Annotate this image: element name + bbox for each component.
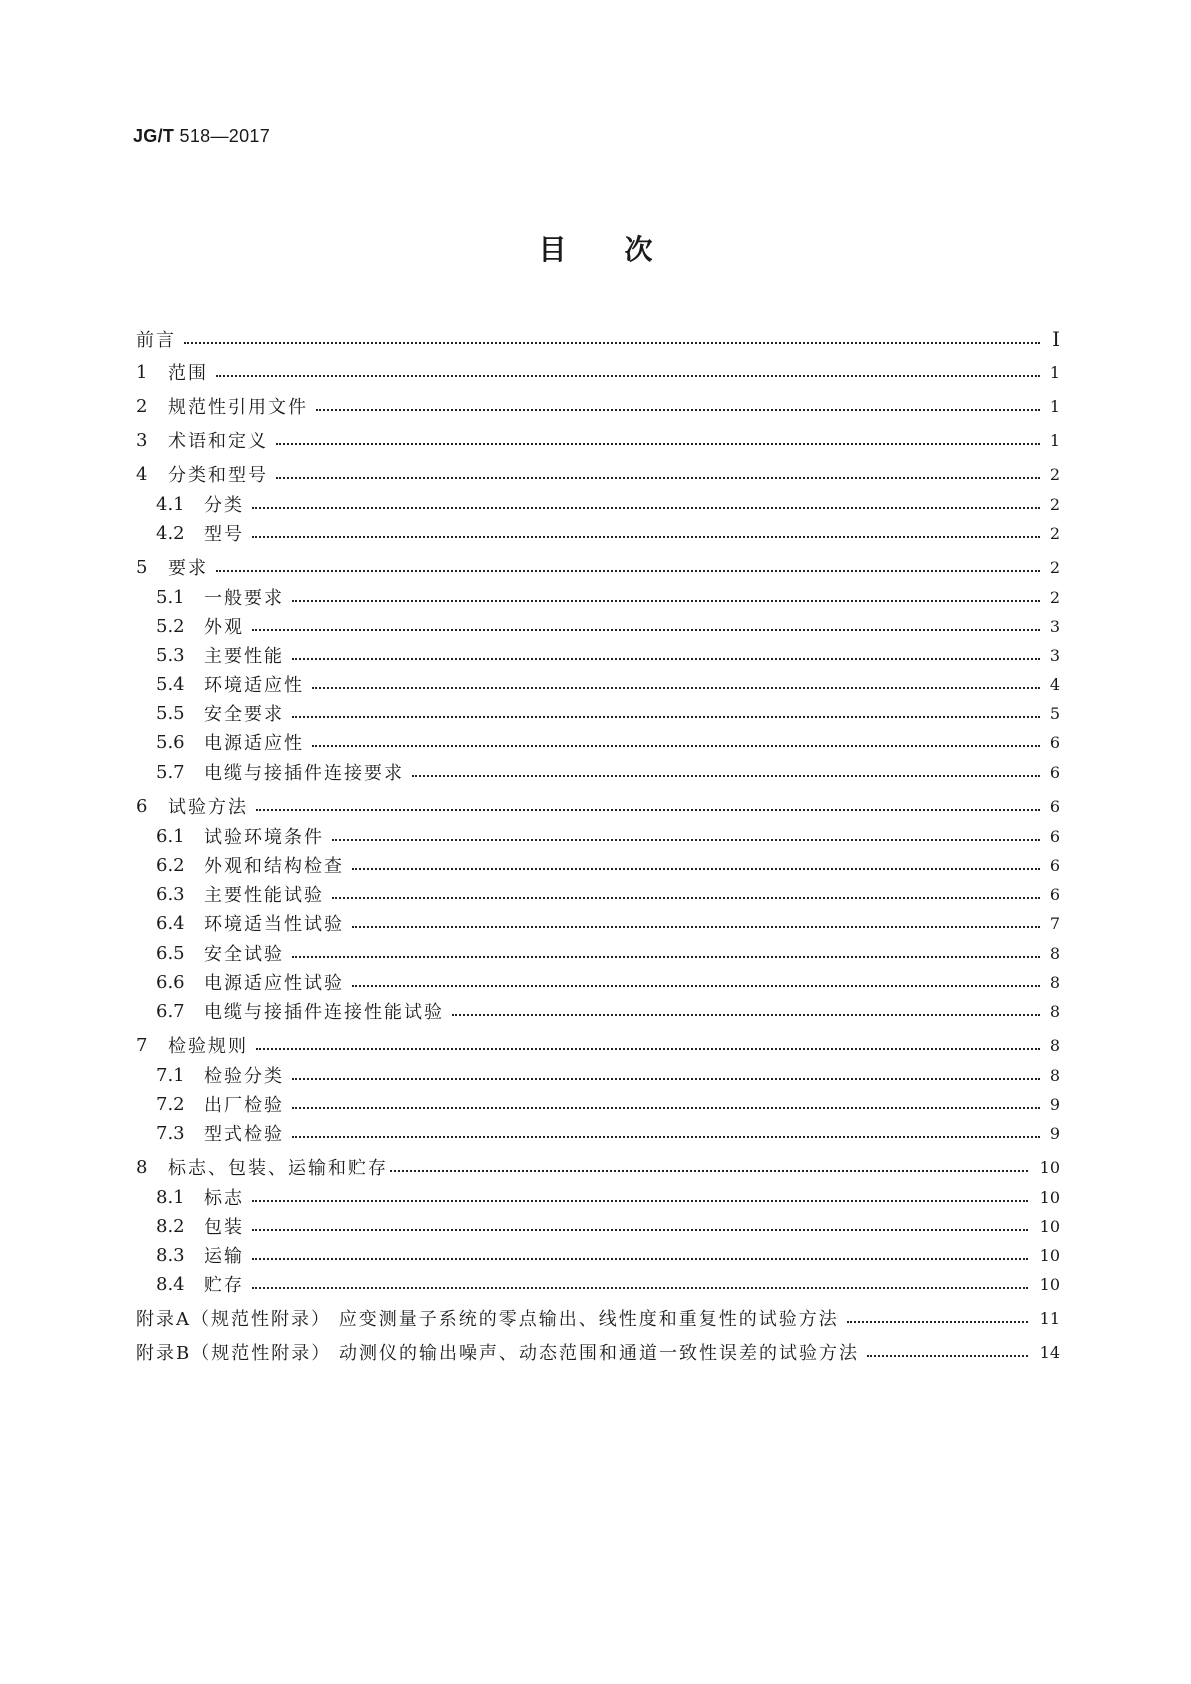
toc-entry-label: 包装 xyxy=(204,1217,244,1238)
toc-entry[interactable] xyxy=(136,554,1060,580)
toc-entry[interactable] xyxy=(136,427,1060,453)
toc-entry-number: 8.1 xyxy=(156,1186,185,1208)
toc-entry-number: 7.1 xyxy=(156,1064,185,1086)
toc-entry-label: 型号 xyxy=(204,524,244,545)
toc-dot-leader xyxy=(352,868,1040,870)
toc-entry-page: 7 xyxy=(1049,913,1060,933)
standard-code-prefix: JG/T xyxy=(133,126,175,146)
toc-entry[interactable] xyxy=(156,1120,1060,1146)
toc-entry-label: 外观 xyxy=(204,617,244,638)
toc-entry-page: Ⅰ xyxy=(1052,327,1060,351)
toc-entry-number: 8 xyxy=(136,1156,148,1178)
toc-entry-label: 术语和定义 xyxy=(168,431,268,452)
standard-code-number: 518—2017 xyxy=(179,126,271,146)
toc-entry-label: 运输 xyxy=(204,1246,244,1267)
toc-entry-label: 型式检验 xyxy=(204,1124,284,1145)
toc-entry-label: 安全要求 xyxy=(204,704,284,725)
toc-entry-number: 6.1 xyxy=(156,825,185,847)
toc-entry-label: 环境适应性 xyxy=(204,675,304,696)
toc-dot-leader xyxy=(332,839,1040,841)
toc-entry-page: 8 xyxy=(1049,1001,1060,1021)
toc-entry-page: 8 xyxy=(1049,1065,1060,1085)
toc-entry-number: 6.2 xyxy=(156,854,185,876)
toc-entry-page: 11 xyxy=(1039,1308,1060,1328)
toc-entry[interactable] xyxy=(156,940,1060,966)
toc-entry-number: 5.6 xyxy=(156,731,185,753)
toc-entry-label: 一般要求 xyxy=(204,588,284,609)
toc-entry-label: 前言 xyxy=(136,330,176,351)
toc-dot-leader xyxy=(276,443,1040,445)
toc-entry[interactable] xyxy=(136,1154,1060,1180)
toc-entry[interactable] xyxy=(156,1062,1060,1088)
toc-entry-page: 10 xyxy=(1039,1274,1060,1294)
toc-entry-page: 8 xyxy=(1049,943,1060,963)
toc-entry-page: 3 xyxy=(1049,616,1060,636)
toc-entry-page: 10 xyxy=(1039,1187,1060,1207)
toc-dot-leader xyxy=(867,1355,1028,1357)
toc-entry[interactable] xyxy=(156,642,1060,668)
toc-entry-number: 4.1 xyxy=(156,493,185,515)
toc-entry-page: 2 xyxy=(1049,557,1060,577)
toc-entry-label: 附录A（规范性附录） 应变测量子系统的零点输出、线性度和重复性的试验方法 xyxy=(136,1309,839,1330)
toc-entry-number: 7.2 xyxy=(156,1093,185,1115)
toc-entry-number: 8.2 xyxy=(156,1215,185,1237)
toc-dot-leader xyxy=(352,985,1040,987)
toc-entry-label: 检验规则 xyxy=(168,1036,248,1057)
toc-entry[interactable] xyxy=(156,700,1060,726)
toc-entry-page: 6 xyxy=(1049,855,1060,875)
toc-entry-label: 电源适应性试验 xyxy=(204,973,344,994)
toc-dot-leader xyxy=(292,600,1040,602)
toc-entry-label: 分类和型号 xyxy=(168,465,268,486)
toc-entry-number: 1 xyxy=(136,361,148,383)
toc-entry-page: 9 xyxy=(1049,1094,1060,1114)
toc-entry[interactable] xyxy=(136,1339,1060,1365)
toc-entry[interactable] xyxy=(156,491,1060,517)
toc-entry-number: 4 xyxy=(136,463,148,485)
toc-entry-page: 10 xyxy=(1039,1157,1060,1177)
standard-code xyxy=(133,126,270,147)
toc-entry-number: 3 xyxy=(136,429,148,451)
toc-entry-label: 分类 xyxy=(204,495,244,516)
toc-entry[interactable] xyxy=(156,584,1060,610)
toc-dot-leader xyxy=(252,536,1040,538)
toc-entry[interactable] xyxy=(156,729,1060,755)
toc-entry-number: 8.3 xyxy=(156,1244,185,1266)
toc-entry[interactable] xyxy=(156,1184,1060,1210)
toc-dot-leader xyxy=(252,1287,1028,1289)
toc-entry[interactable] xyxy=(136,1305,1060,1331)
toc-entry-page: 2 xyxy=(1049,494,1060,514)
toc-entry-page: 14 xyxy=(1039,1342,1060,1362)
toc-entry-label: 主要性能 xyxy=(204,646,284,667)
toc-entry-label: 外观和结构检查 xyxy=(204,856,344,877)
toc-dot-leader xyxy=(252,1229,1028,1231)
toc-entry-label: 附录B（规范性附录） 动测仪的输出噪声、动态范围和通道一致性误差的试验方法 xyxy=(136,1343,859,1364)
toc-entry-label: 电源适应性 xyxy=(204,733,304,754)
toc-dot-leader xyxy=(452,1014,1040,1016)
toc-entry[interactable] xyxy=(156,823,1060,849)
toc-dot-leader xyxy=(216,570,1040,572)
toc-entry-number: 7 xyxy=(136,1034,148,1056)
toc-entry[interactable] xyxy=(156,1271,1060,1297)
toc-entry-label: 范围 xyxy=(168,363,208,384)
toc-entry-page: 6 xyxy=(1049,826,1060,846)
toc-entry-number: 8.4 xyxy=(156,1273,185,1295)
toc-dot-leader xyxy=(252,1258,1028,1260)
toc-entry-number: 5.1 xyxy=(156,586,185,608)
toc-dot-leader xyxy=(332,897,1040,899)
toc-entry-page: 6 xyxy=(1049,762,1060,782)
toc-entry[interactable] xyxy=(136,359,1060,385)
toc-entry-label: 规范性引用文件 xyxy=(168,397,308,418)
toc-entry-page: 6 xyxy=(1049,884,1060,904)
toc-entry-number: 6.6 xyxy=(156,971,185,993)
toc-dot-leader xyxy=(312,745,1040,747)
toc-entry-label: 主要性能试验 xyxy=(204,885,324,906)
toc-entry-number: 5.4 xyxy=(156,673,185,695)
toc-entry[interactable] xyxy=(156,881,1060,907)
page-title: 目次 xyxy=(538,233,711,266)
toc-entry-number: 7.3 xyxy=(156,1122,185,1144)
toc-entry-page: 5 xyxy=(1049,703,1060,723)
toc-entry-page: 1 xyxy=(1049,396,1060,416)
toc-entry[interactable] xyxy=(156,759,1060,785)
toc-entry-number: 6.7 xyxy=(156,1000,185,1022)
toc-entry[interactable] xyxy=(156,969,1060,995)
toc-dot-leader xyxy=(292,716,1040,718)
toc-dot-leader xyxy=(292,1078,1040,1080)
toc-entry[interactable] xyxy=(156,852,1060,878)
toc-entry-label: 标志 xyxy=(204,1188,244,1209)
toc-entry-page: 8 xyxy=(1049,972,1060,992)
toc-entry-label: 试验环境条件 xyxy=(204,827,324,848)
toc-entry-number: 6 xyxy=(136,795,148,817)
toc-entry-page: 1 xyxy=(1049,362,1060,382)
toc-dot-leader xyxy=(216,375,1040,377)
toc-dot-leader xyxy=(316,409,1040,411)
toc-entry-page: 2 xyxy=(1049,464,1060,484)
toc-entry-number: 6.3 xyxy=(156,883,185,905)
toc-dot-leader xyxy=(292,658,1040,660)
toc-dot-leader xyxy=(184,342,1040,344)
toc-dot-leader xyxy=(256,1048,1040,1050)
toc-entry-number: 2 xyxy=(136,395,148,417)
toc-entry[interactable] xyxy=(156,671,1060,697)
toc-entry[interactable] xyxy=(136,793,1060,819)
toc-entry-label: 电缆与接插件连接性能试验 xyxy=(204,1002,444,1023)
toc-entry[interactable] xyxy=(156,520,1060,546)
toc-dot-leader xyxy=(276,477,1040,479)
toc-entry-page: 8 xyxy=(1049,1035,1060,1055)
toc-dot-leader xyxy=(312,687,1040,689)
toc-dot-leader xyxy=(412,775,1040,777)
toc-entry-label: 出厂检验 xyxy=(204,1095,284,1116)
toc-entry-number: 5 xyxy=(136,556,148,578)
toc-dot-leader xyxy=(352,926,1040,928)
toc-entry-label: 试验方法 xyxy=(168,797,248,818)
toc-entry-label: 要求 xyxy=(168,558,208,579)
toc-entry-label: 标志、包装、运输和贮存 xyxy=(168,1158,388,1179)
toc-entry[interactable] xyxy=(156,1213,1060,1239)
toc-entry-number: 5.2 xyxy=(156,615,185,637)
toc-entry[interactable] xyxy=(156,1091,1060,1117)
toc-entry-page: 6 xyxy=(1049,796,1060,816)
toc-entry-page: 2 xyxy=(1049,523,1060,543)
toc-entry[interactable] xyxy=(136,461,1060,487)
toc-entry[interactable] xyxy=(156,910,1060,936)
toc-entry[interactable] xyxy=(136,1032,1060,1058)
toc-entry-label: 环境适当性试验 xyxy=(204,914,344,935)
toc-dot-leader xyxy=(292,956,1040,958)
toc-entry[interactable] xyxy=(136,393,1060,419)
toc-dot-leader xyxy=(292,1107,1040,1109)
toc-entry-page: 4 xyxy=(1049,674,1060,694)
toc-dot-leader xyxy=(252,507,1040,509)
toc-dot-leader xyxy=(252,629,1040,631)
toc-dot-leader xyxy=(252,1200,1028,1202)
toc-entry-page: 10 xyxy=(1039,1245,1060,1265)
toc-entry-number: 6.4 xyxy=(156,912,185,934)
toc-entry-label: 贮存 xyxy=(204,1275,244,1296)
toc-dot-leader xyxy=(390,1170,1028,1172)
toc-entry-label: 电缆与接插件连接要求 xyxy=(204,763,404,784)
toc-entry[interactable] xyxy=(156,1242,1060,1268)
toc-entry-page: 2 xyxy=(1049,587,1060,607)
toc-entry-page: 10 xyxy=(1039,1216,1060,1236)
toc-entry-label: 检验分类 xyxy=(204,1066,284,1087)
toc-entry-number: 4.2 xyxy=(156,522,185,544)
toc-entry-page: 9 xyxy=(1049,1123,1060,1143)
toc-entry-page: 3 xyxy=(1049,645,1060,665)
toc-dot-leader xyxy=(847,1321,1028,1323)
toc-dot-leader xyxy=(292,1136,1040,1138)
toc-entry[interactable] xyxy=(136,326,1060,352)
toc-entry-number: 5.5 xyxy=(156,702,185,724)
toc-entry-page: 1 xyxy=(1049,430,1060,450)
toc-entry-number: 5.7 xyxy=(156,761,185,783)
toc-entry-number: 5.3 xyxy=(156,644,185,666)
toc-entry[interactable] xyxy=(156,613,1060,639)
toc-entry-number: 6.5 xyxy=(156,942,185,964)
toc-entry-label: 安全试验 xyxy=(204,944,284,965)
toc-entry-page: 6 xyxy=(1049,732,1060,752)
toc-entry[interactable] xyxy=(156,998,1060,1024)
toc-dot-leader xyxy=(256,809,1040,811)
